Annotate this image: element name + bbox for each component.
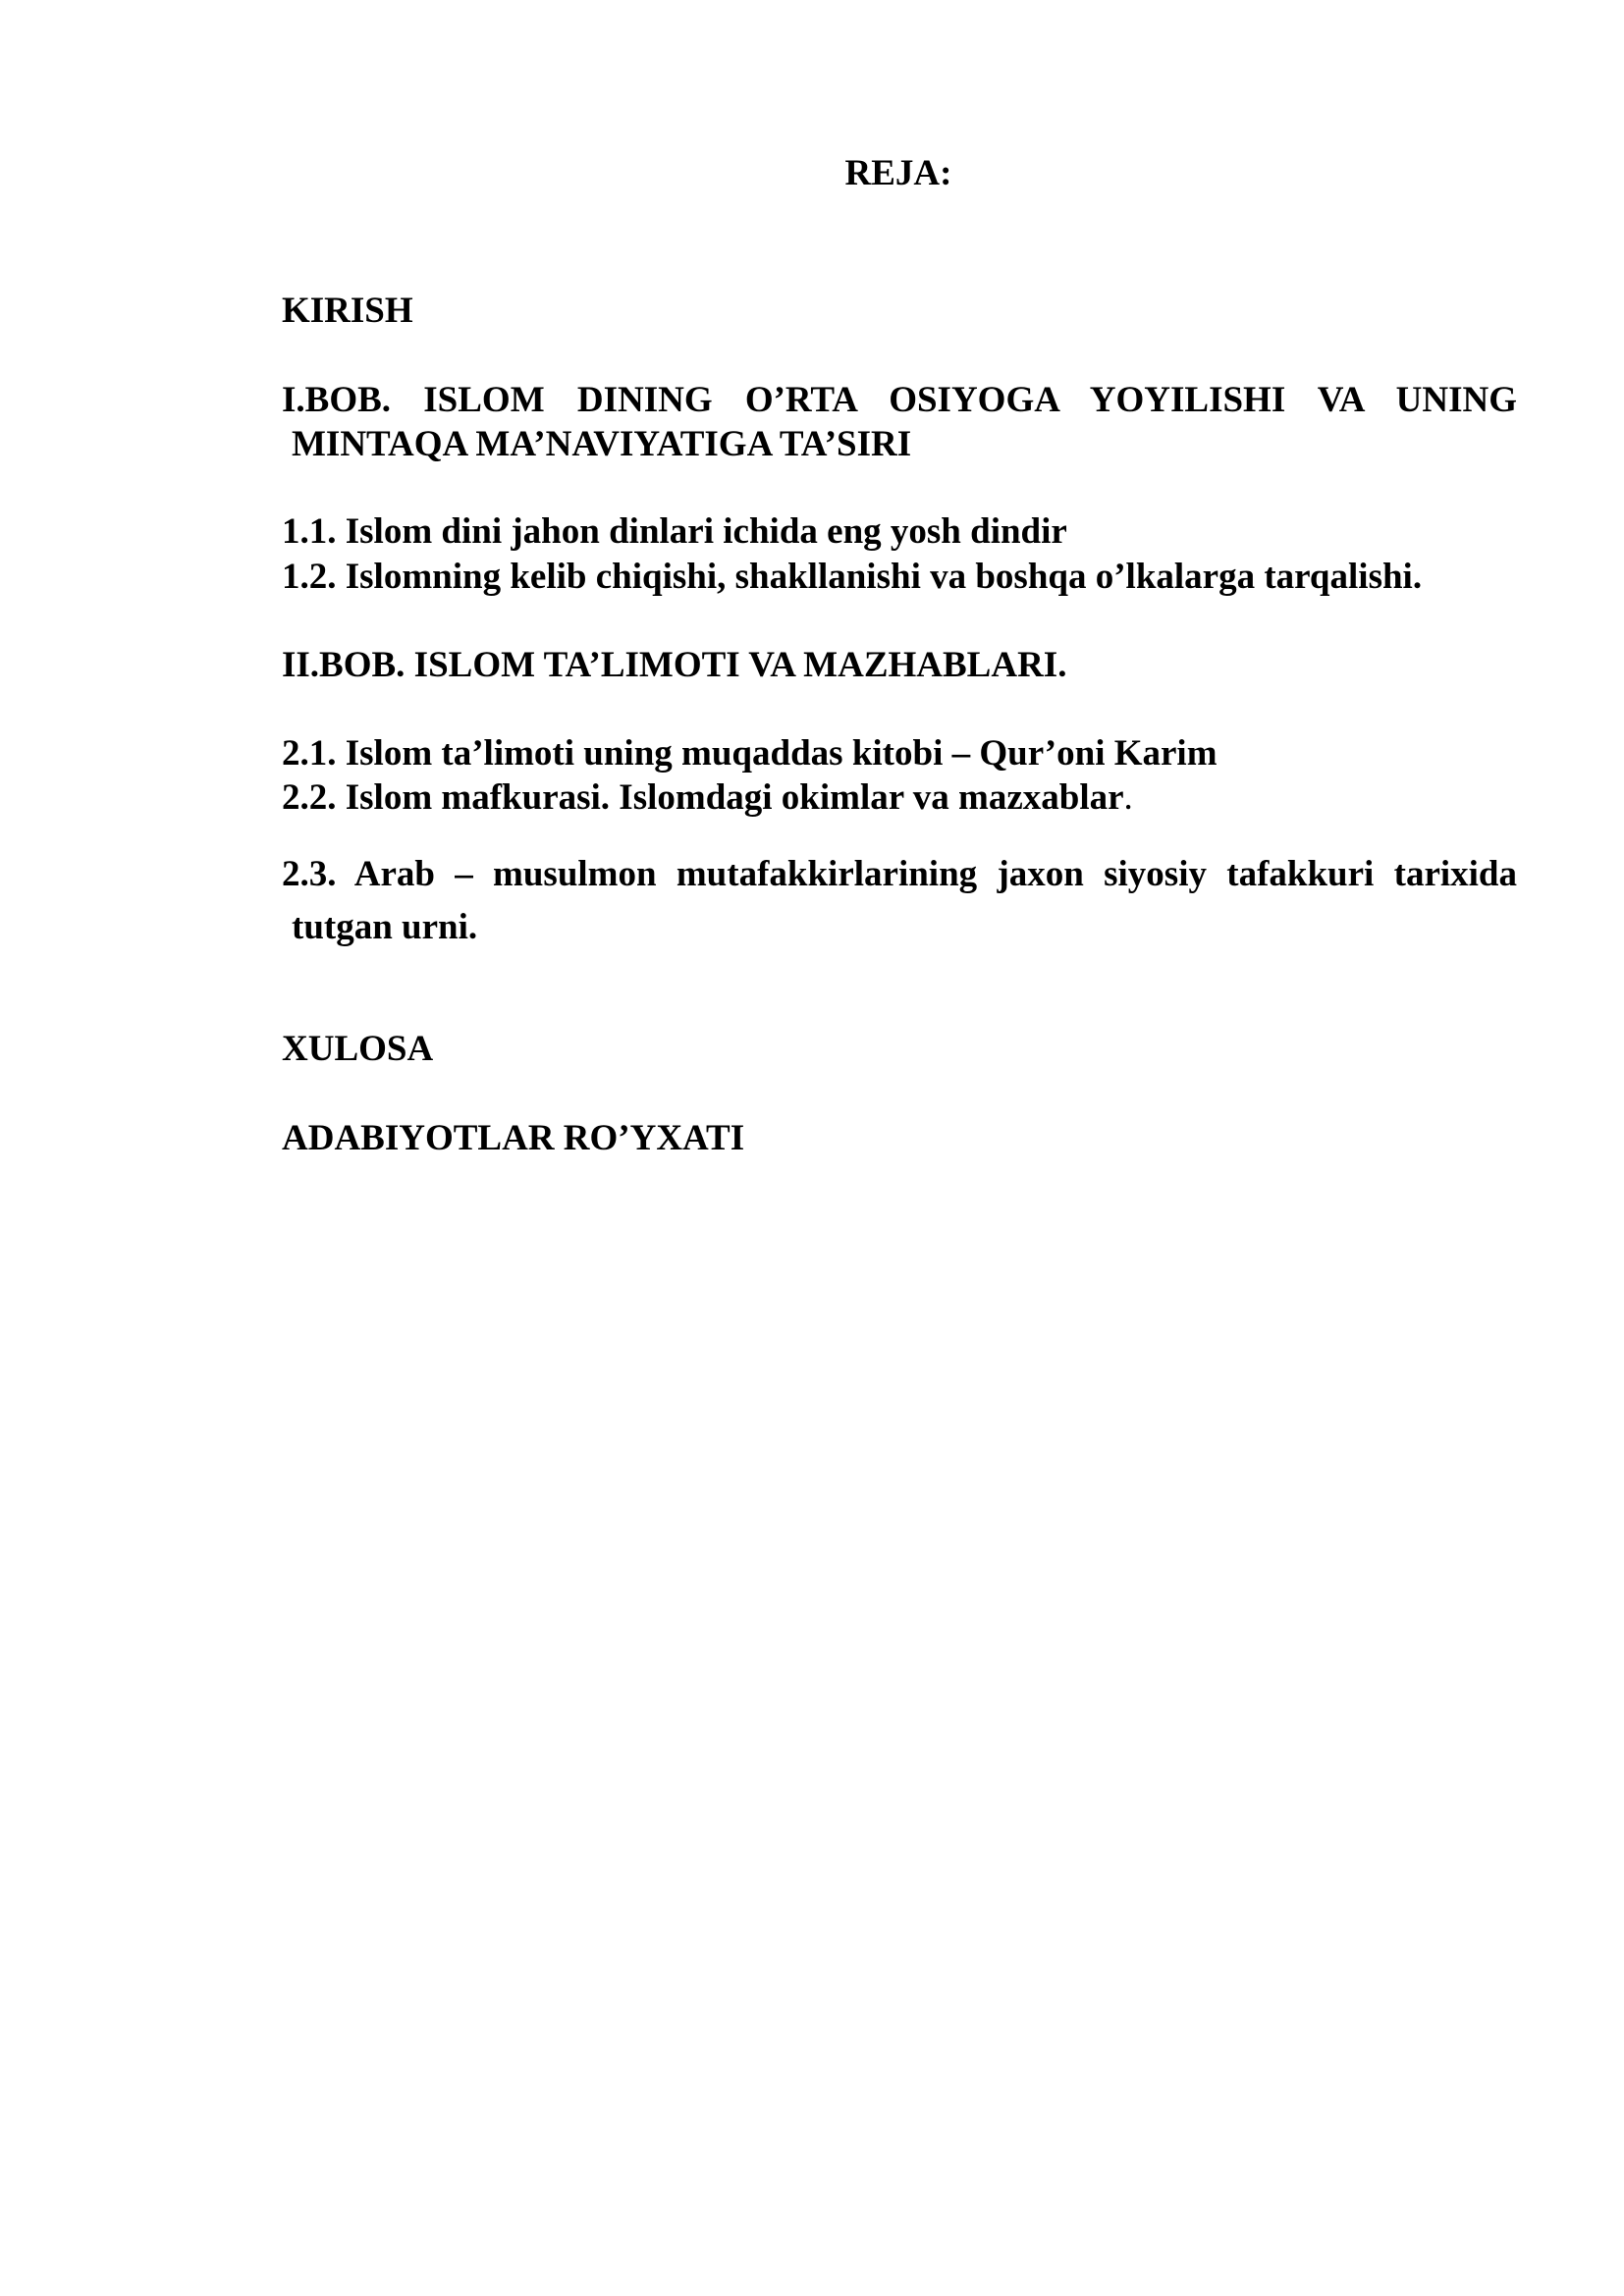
section-2-3-line-1: 2.3. Arab – musulmon mutafakkirlarining jaxon siyosiy tafakkuri tarixida [282, 854, 1517, 894]
section-2-3-line-2: tutgan urni. [292, 907, 478, 947]
section-2-1: 2.1. Islom ta’limoti uning muqaddas kitobi – Qur’oni Karim [282, 733, 1218, 774]
chapter-1-heading-line-2: MINTAQA MA’NAVIYATIGA TA’SIRI [292, 424, 912, 464]
chapter-1-heading-line-1: I.BOB. ISLOM DINING O’RTA OSIYOGA YOYILISHI VA UNING [282, 380, 1517, 420]
intro-heading: KIRISH [282, 291, 413, 331]
section-2-2-text: 2.2. Islom mafkurasi. Islomdagi okimlar va mazxablar [282, 777, 1124, 818]
conclusion-heading: XULOSA [282, 1029, 434, 1069]
page-title: REJA: [844, 153, 952, 193]
section-2-2 [282, 779, 1133, 816]
chapter-2-heading: II.BOB. ISLOM TA’LIMOTI VA MAZHABLARI. [282, 645, 1067, 685]
section-1-1: 1.1. Islom dini jahon dinlari ichida eng yosh dindir [282, 511, 1067, 552]
section-2-2-period: . [1123, 777, 1133, 818]
references-heading: ADABIYOTLAR RO’YXATI [282, 1118, 745, 1158]
section-1-2: 1.2. Islomning kelib chiqishi, shakllanishi va boshqa o’lkalarga tarqalishi. [282, 557, 1423, 597]
